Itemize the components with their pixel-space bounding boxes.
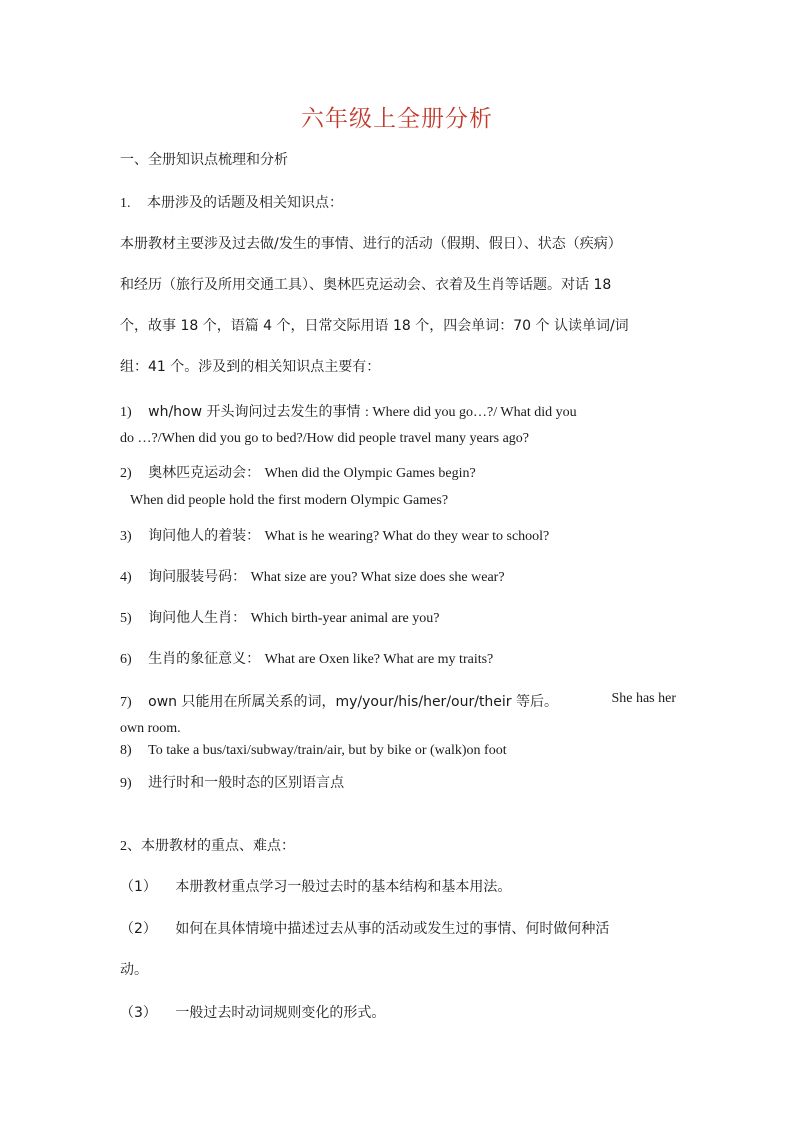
item-label: 奥林匹克运动会： bbox=[148, 465, 261, 481]
section1-heading: 一、全册知识点梳理和分析 bbox=[120, 152, 288, 168]
list-item bbox=[120, 525, 676, 545]
key-point bbox=[120, 876, 676, 896]
item-number: 1) bbox=[120, 405, 132, 420]
item-label: 生肖的象征意义： bbox=[148, 651, 261, 667]
paragraph-line-2: 和经历（旅行及所用交通工具）、奥林匹克运动会、衣着及生肖等话题。对话 18 bbox=[120, 277, 612, 293]
item-example: : Where did you go…?/ What did you bbox=[364, 405, 577, 420]
point-text: 本册教材重点学习一般过去时的基本结构和基本用法。 bbox=[175, 879, 512, 895]
item-number: 3) bbox=[120, 529, 132, 544]
item-example: What is he wearing? What do they wear to school? bbox=[264, 529, 550, 544]
list-item bbox=[120, 742, 676, 759]
section2-heading bbox=[120, 835, 676, 855]
paragraph-line-3: 个，故事 18 个，语篇 4 个，日常交际用语 18 个，四会单词：70 个 认读单词/词 bbox=[120, 318, 629, 334]
page-title: 六年级上全册分析 bbox=[301, 106, 493, 132]
item-number: 4) bbox=[120, 570, 132, 585]
item-number: 8) bbox=[120, 743, 132, 758]
item-number: 9) bbox=[120, 776, 132, 791]
item-number: 2) bbox=[120, 466, 132, 481]
item-number: 5) bbox=[120, 611, 132, 626]
item-label: 询问他人的着装： bbox=[148, 528, 261, 544]
item-example: She has her bbox=[611, 691, 676, 706]
item-number: 6) bbox=[120, 652, 132, 667]
paragraph-line-4: 组：41 个。涉及到的相关知识点主要有： bbox=[120, 359, 381, 375]
list-item bbox=[120, 648, 676, 668]
item-continuation: When did people hold the first modern Olympic Games? bbox=[130, 493, 449, 508]
item-label: 询问他人生肖： bbox=[148, 610, 247, 626]
point-text: 一般过去时动词规则变化的形式。 bbox=[175, 1005, 386, 1021]
point-number: （3） bbox=[120, 1005, 157, 1021]
list-item bbox=[120, 566, 676, 586]
paragraph-line-1: 本册教材主要涉及过去做/发生的事情、进行的活动（假期、假日）、状态（疾病） bbox=[120, 236, 622, 252]
item-label: 询问服装号码： bbox=[148, 569, 247, 585]
item-label: wh/how 开头询问过去发生的事情 bbox=[148, 404, 361, 420]
list-item bbox=[120, 401, 676, 421]
item-example: When did the Olympic Games begin? bbox=[264, 466, 476, 481]
list-item bbox=[120, 607, 676, 627]
subsection1-title: 本册涉及的话题及相关知识点： bbox=[146, 195, 343, 211]
point-number: （2） bbox=[120, 921, 157, 937]
point-number: （1） bbox=[120, 879, 157, 895]
item-number: 7) bbox=[120, 695, 132, 710]
list-item bbox=[120, 772, 676, 792]
item-example: Which birth-year animal are you? bbox=[250, 611, 440, 626]
subsection1-heading bbox=[120, 192, 676, 212]
point-text: 如何在具体情境中描述过去从事的活动或发生过的事情、何时做何种活 bbox=[175, 921, 610, 937]
section2-number: 2 bbox=[120, 839, 127, 854]
item-example: What are Oxen like? What are my traits? bbox=[264, 652, 494, 667]
item-continuation: own room. bbox=[120, 721, 181, 736]
item-label: own 只能用在所属关系的词，my/your/his/her/our/their 等后。 bbox=[148, 694, 559, 710]
item-example: To take a bus/taxi/subway/train/air, but by bike or (walk)on foot bbox=[148, 743, 507, 758]
list-item bbox=[120, 462, 676, 482]
item-label: 进行时和一般时态的区别语言点 bbox=[148, 775, 345, 791]
point-continuation: 动。 bbox=[120, 962, 148, 978]
key-point bbox=[120, 1002, 676, 1022]
subsection1-number: 1. bbox=[120, 196, 131, 211]
key-point bbox=[120, 918, 676, 938]
list-item bbox=[120, 691, 676, 711]
item-continuation: do …?/When did you go to bed?/How did people travel many years ago? bbox=[120, 431, 529, 446]
item-example: What size are you? What size does she wear? bbox=[250, 570, 505, 585]
section2-title: 、本册教材的重点、难点： bbox=[127, 838, 295, 854]
